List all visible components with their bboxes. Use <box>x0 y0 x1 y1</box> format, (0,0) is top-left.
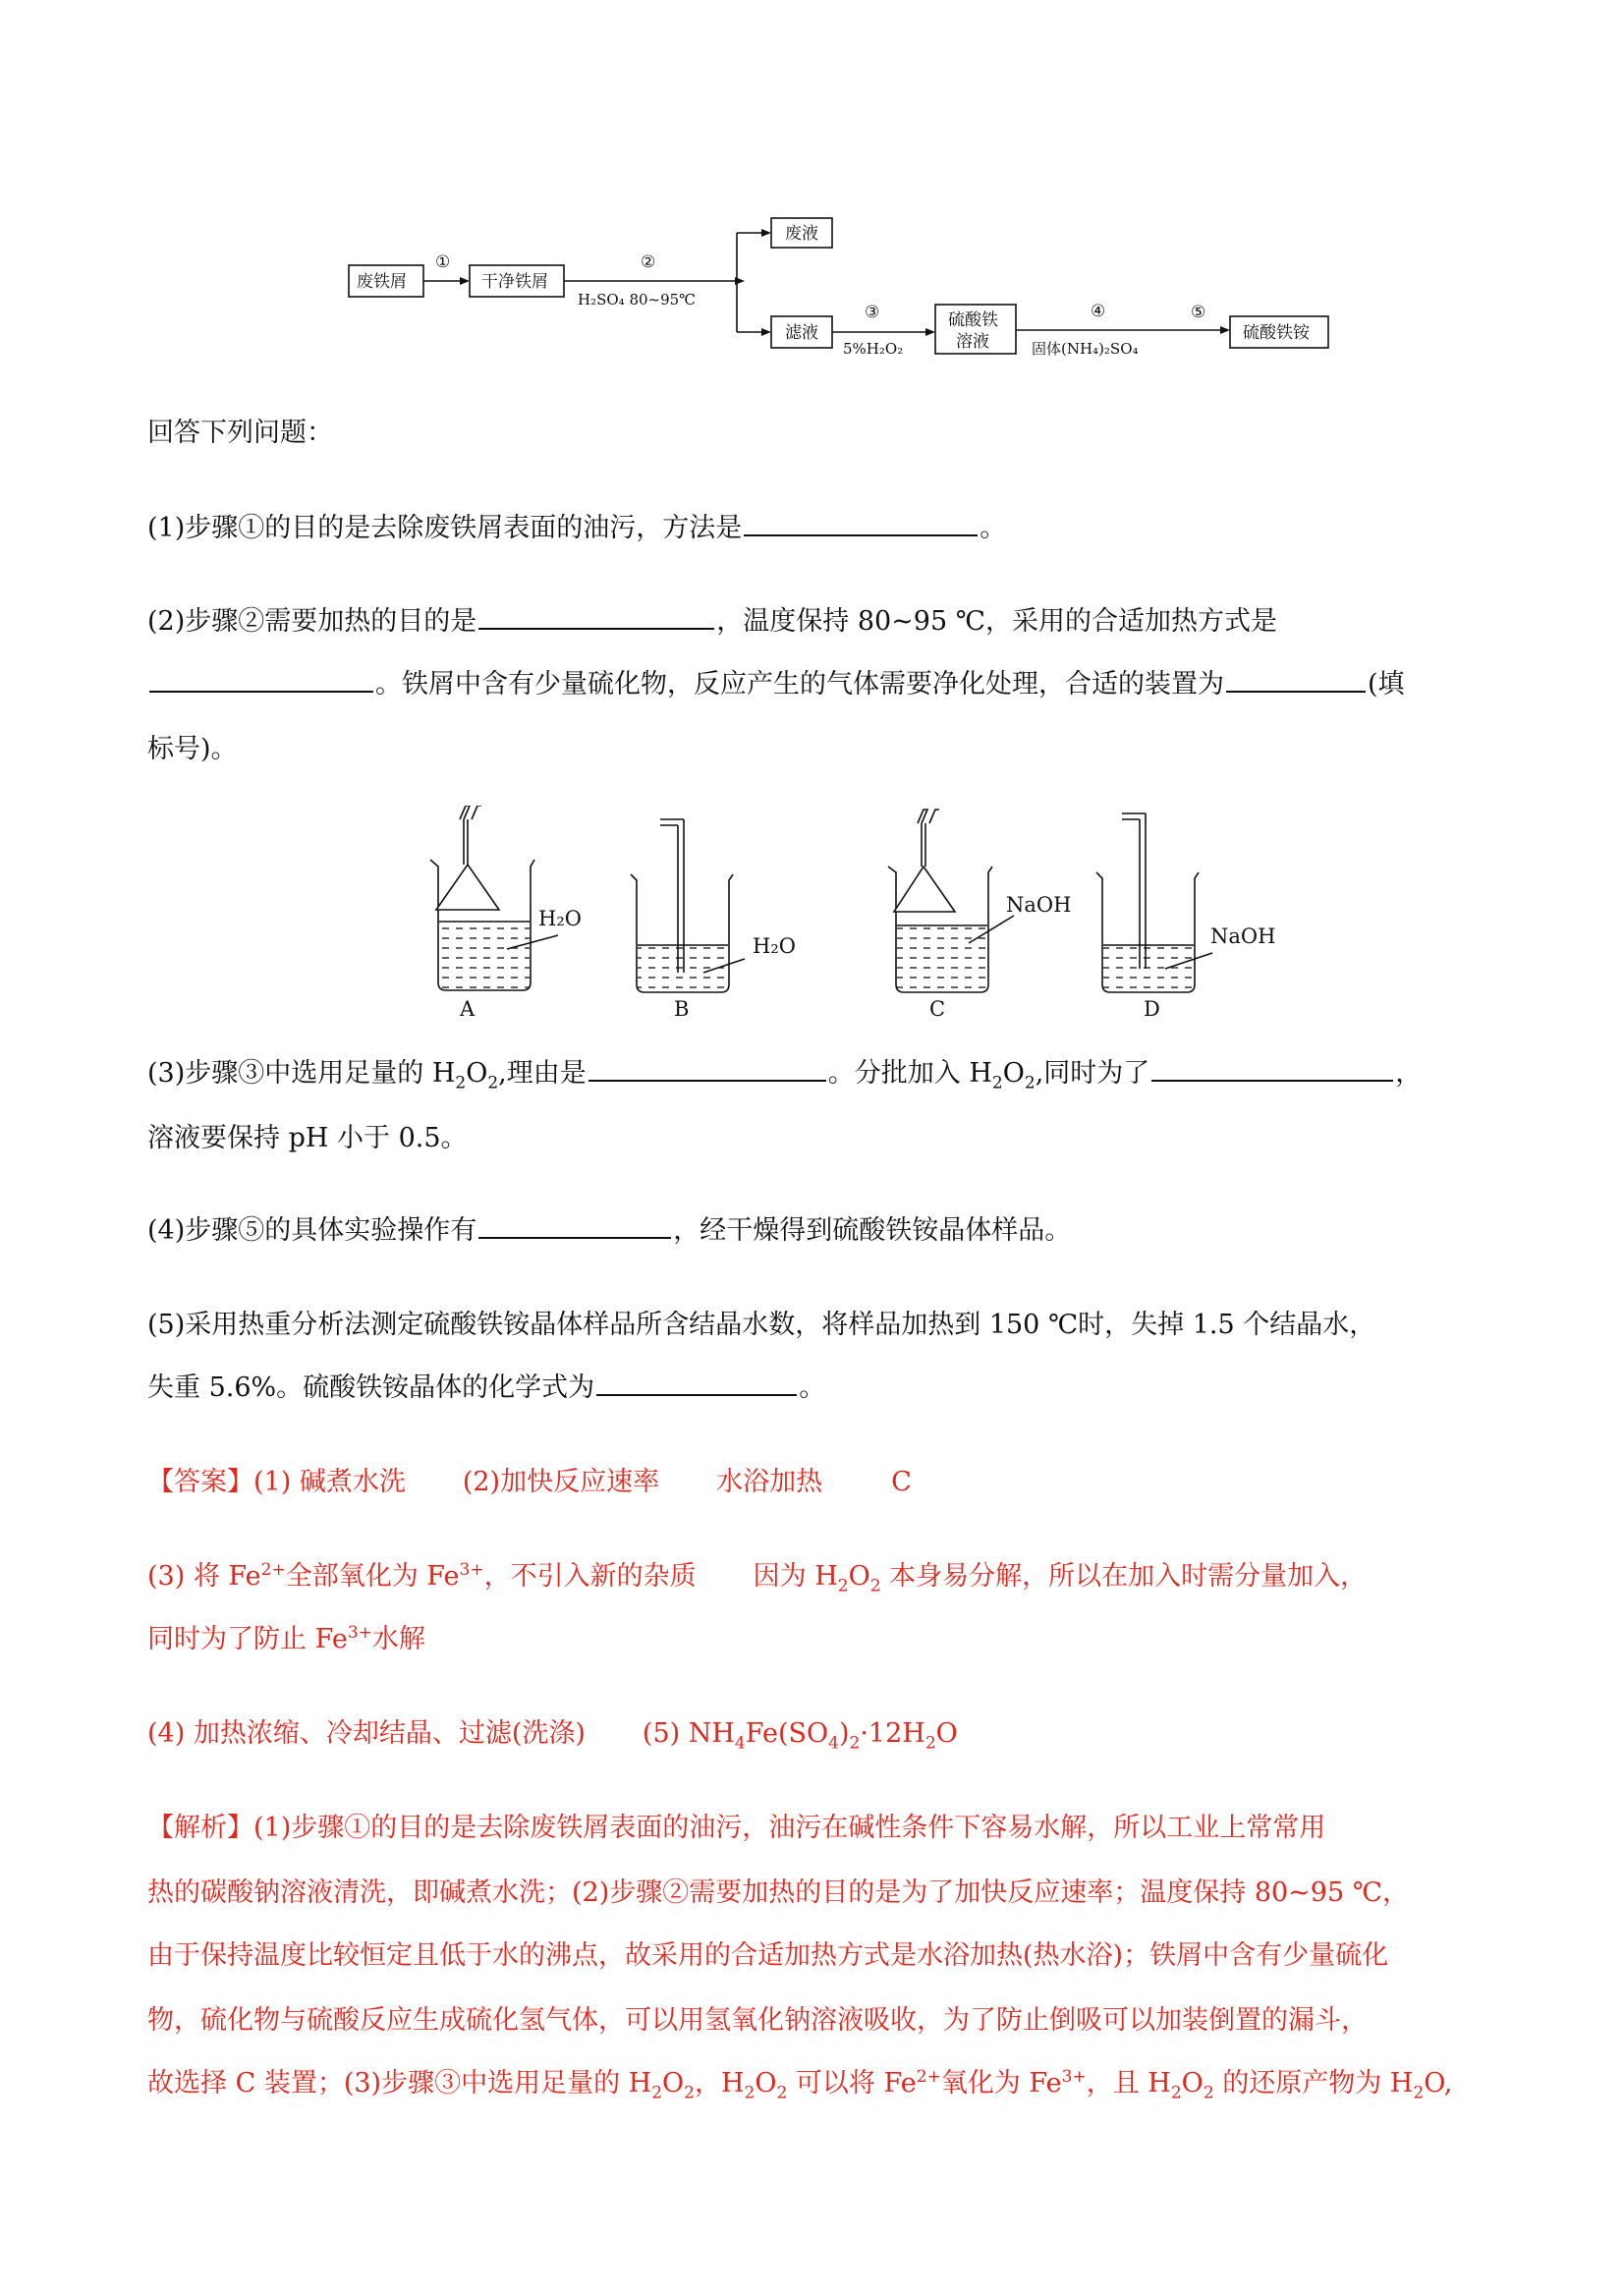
beaker-c-liquid: NaOH <box>1006 893 1072 917</box>
answer-blank-4[interactable] <box>478 1213 671 1239</box>
beaker-a-liquid: H₂O <box>538 907 582 930</box>
flow-label-liusuantie-1: 硫酸铁 <box>948 310 998 330</box>
flow-label-product: 硫酸铁铵 <box>1243 323 1310 343</box>
question-5-line2: 失重 5.6%。硫酸铁铵晶体的化学式为 。 <box>147 1372 826 1403</box>
beaker-d <box>1096 813 1212 992</box>
beaker-a <box>430 806 558 990</box>
answer-line-4: (4) 加热浓缩、冷却结晶、过滤(洗涤) (5) $NH_4Fe(SO_4)_2\cdot 12H_2O$ <box>147 1718 958 1754</box>
answer-blank-2b[interactable] <box>149 667 373 693</box>
beaker-c <box>888 810 1014 992</box>
flow-step-1: ① <box>435 252 451 272</box>
flow-label-feiye: 废液 <box>785 224 818 244</box>
question-3-line2: 溶液要保持 pH 小于 0.5。 <box>147 1123 468 1153</box>
answer-blank-1[interactable] <box>744 511 978 536</box>
answer-line-2: (3) 将 $Fe^{2+}$全部氧化为 $Fe^{3+}$，不引入新的杂质 因为 $H_2O_2$ 本身易分解，所以在加入时需分量加入， <box>147 1560 1368 1596</box>
analysis-line-3: 由于保持温度比较恒定且低于水的沸点，故采用的合适加热方式是水浴加热(热水浴)；铁屑中含有少量硫化 <box>147 1940 1389 1971</box>
question-3: (3)步骤③中选用足量的 $H_2O_2$,理由是 。分批加入 $H_2O_2$,同时为了 ， <box>147 1058 1423 1093</box>
flow-step-5: ⑤ <box>1191 303 1206 322</box>
analysis-line-2: 热的碳酸钠溶液清洗，即碱煮水洗；(2)步骤②需要加热的目的是为了加快反应速率；温度保持 80~95 ℃， <box>147 1877 1409 1908</box>
question-1: (1)步骤①的目的是去除废铁屑表面的油污，方法是 。 <box>147 513 1007 543</box>
beaker-b <box>631 819 745 992</box>
question-2-line2: 。铁屑中含有少量硫化物，反应产生的气体需要净化处理，合适的装置为 (填 <box>147 652 1484 717</box>
beaker-c-label: C <box>929 997 946 1017</box>
answer-line-3: 同时为了防止 $Fe^{3+}$水解 <box>147 1623 425 1654</box>
beaker-d-label: D <box>1144 997 1160 1017</box>
question-2: (2)步骤②需要加热的目的是 ，温度保持 80~95 ℃，采用的合适加热方式是 <box>147 606 1277 637</box>
question-5: (5)采用热重分析法测定硫酸铁铵晶体样品所含结晶水数，将样品加热到 150 ℃时，失掉 1.5 个结晶水， <box>147 1310 1376 1340</box>
answer-blank-2a[interactable] <box>478 604 714 630</box>
flow-step-2: ② <box>641 252 656 272</box>
flow-cond-4: 固体(NH₄)₂SO₄ <box>1032 340 1139 358</box>
question-intro: 回答下列问题： <box>147 418 333 448</box>
flow-label-ganjing: 干净铁屑 <box>481 272 548 292</box>
flow-cond-3: 5%H₂O₂ <box>843 340 904 358</box>
analysis-line-1: 【解析】(1)步骤①的目的是去除废铁屑表面的油污，油污在碱性条件下容易水解，所以工业上常常用 <box>147 1813 1326 1843</box>
answer-line-1: 【答案】(1) 碱煮水洗 (2)加快反应速率 水浴加热 C <box>147 1467 912 1497</box>
beaker-d-liquid: NaOH <box>1210 924 1276 948</box>
flow-cond-2: H₂SO₄ 80~95℃ <box>578 291 696 308</box>
flow-label-lvye: 滤液 <box>785 323 818 343</box>
answer-blank-3a[interactable] <box>588 1056 826 1082</box>
flow-label-liusuantie-2: 溶液 <box>956 332 989 352</box>
analysis-line-5: 故选择 C 装置；(3)步骤③中选用足量的 $H_2O_2$，$H_2O_2$ 可以将 $Fe^{2+}$氧化为 $Fe^{3+}$，且 $H_2O_2$ 的还原产物为 $H_2O$, <box>147 2067 1453 2103</box>
beaker-a-label: A <box>460 997 476 1017</box>
beaker-b-liquid: H₂O <box>753 934 796 958</box>
flow-step-4: ④ <box>1091 302 1106 321</box>
question-4: (4)步骤⑤的具体实验操作有 ，经干燥得到硫酸铁铵晶体样品。 <box>147 1215 1072 1246</box>
answer-blank-3b[interactable] <box>1151 1056 1393 1082</box>
answer-blank-2c[interactable] <box>1226 667 1366 693</box>
question-2-line3: 标号)。 <box>147 734 238 764</box>
beaker-b-label: B <box>674 997 690 1017</box>
answer-blank-5[interactable] <box>596 1371 797 1396</box>
apparatus-beakers <box>413 806 1297 1017</box>
flow-label-feitiexie: 废铁屑 <box>357 272 407 292</box>
flow-step-3: ③ <box>865 303 880 322</box>
process-flow-diagram <box>334 206 1356 368</box>
analysis-line-4: 物，硫化物与硫酸反应生成硫化氢气体，可以用氢氧化钠溶液吸收，为了防止倒吸可以加装倒置的漏斗， <box>147 2005 1368 2036</box>
